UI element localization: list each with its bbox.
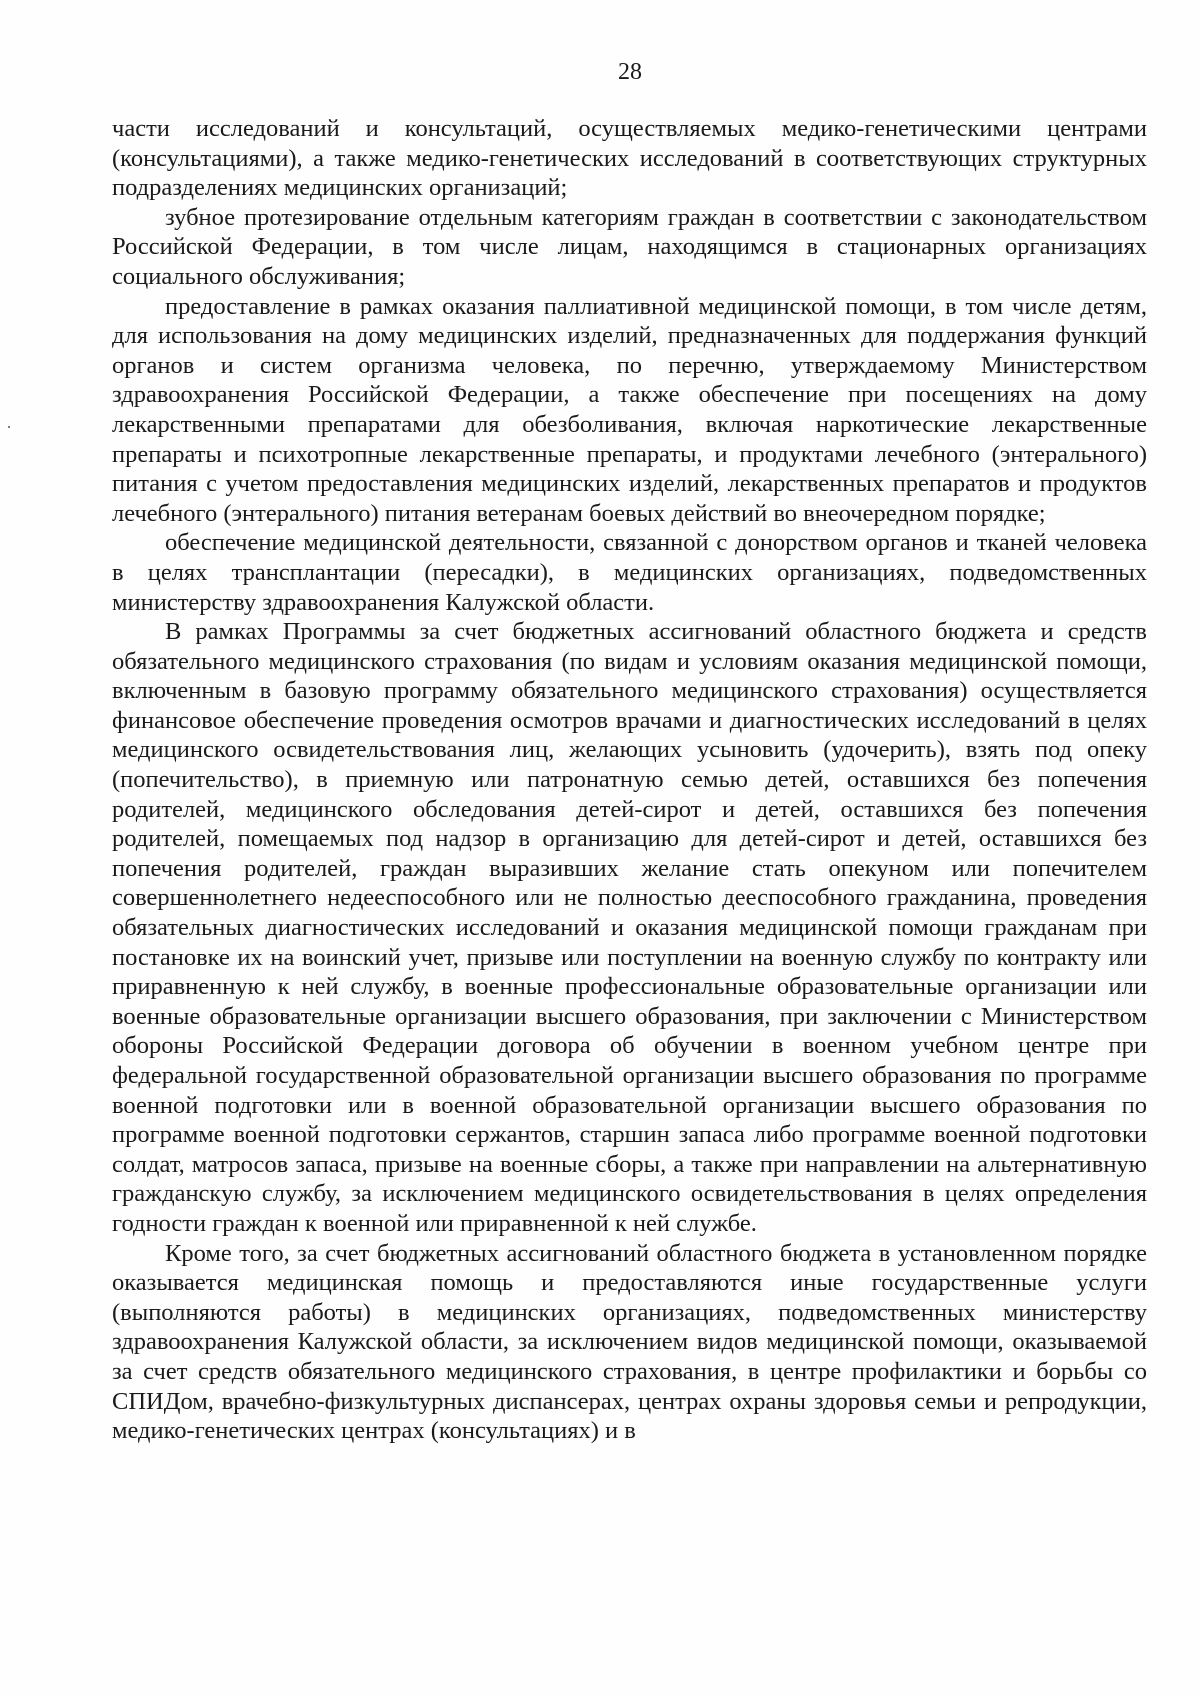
document-body <box>112 114 1147 1446</box>
paragraph-palliative-care: предоставление в рамках оказания паллиативной медицинской помощи, в том числе детям, для использования на дому медицинских изделий, предназначенных для поддержания функций органов и систем организма человека, по перечню, утверждаемому Министерством здравоохранения Российской Федерации, а также обеспечение при посещениях на дому лекарственными препаратами для обезболивания, включая наркотические лекарственные препараты и психотропные лекарственные препараты, и продуктами лечебного (энтерального) питания с учетом предоставления медицинских изделий, лекарственных препаратов и продуктов лечебного (энтерального) питания ветеранам боевых действий во внеочередном порядке; <box>112 292 1147 527</box>
paragraph-regional-budget: Кроме того, за счет бюджетных ассигнований областного бюджета в установленном порядке оказывается медицинская помощь и предоставляются иные государственные услуги (выполняются работы) в медицинских организациях, подведомственных министерству здравоохранения Калужской области, за исключением видов медицинской помощи, оказываемой за счет средств обязательного медицинского страхования, в центре профилактики и борьбы со СПИДом, врачебно-физкультурных диспансерах, центрах охраны здоровья семьи и репродукции, медико-генетических центрах (консультациях) и в <box>112 1239 1147 1445</box>
paragraph-program-financing: В рамках Программы за счет бюджетных ассигнований областного бюджета и средств обязательного медицинского страхования (по видам и условиям оказания медицинской помощи, включенным в базовую программу обязательного медицинского страхования) осуществляется финансовое обеспечение проведения осмотров врачами и диагностических исследований в целях медицинского освидетельствования лиц, желающих усыновить (удочерить), взять под опеку (попечительство), в приемную или патронатную семью детей, оставшихся без попечения родителей, медицинского обследования детей-сирот и детей, оставшихся без попечения родителей, помещаемых под надзор в организацию для детей-сирот и детей, оставшихся без попечения родителей, граждан выразивших желание стать опекуном или попечителем совершеннолетнего недееспособного или не полностью дееспособного гражданина, проведения обязательных диагностических исследований и оказания медицинской помощи гражданам при постановке их на воинский учет, призыве или поступлении на военную службу по контракту или приравненную к ней службу, в военные профессиональные образовательные организации или военные образовательные организации высшего образования, при заключении с Министерством обороны Российской Федерации договора об обучении в военном учебном центре при федеральной государственной образовательной организации высшего образования по программе военной подготовки или в военной образовательной организации высшего образования по программе военной подготовки сержантов, старшин запаса либо программе военной подготовки солдат, матросов запаса, призыве на военные сборы, а также при направлении на альтернативную гражданскую службу, за исключением медицинского освидетельствования в целях определения годности граждан к военной или приравненной к ней службе. <box>112 618 1147 1237</box>
page-number: 28 <box>618 59 642 85</box>
paragraph-continuation: части исследований и консультаций, осуществляемых медико-генетическими центрами (консультациями), а также медико-генетических исследований в соответствующих структурных подразделениях медицинских организаций; <box>112 115 1147 202</box>
paragraph-dental-prosthetics: зубное протезирование отдельным категориям граждан в соответствии с законодательством Российской Федерации, в том числе лицам, находящимся в стационарных организациях социального обслуживания; <box>112 203 1147 290</box>
paragraph-organ-donation: обеспечение медицинской деятельности, связанной с донорством органов и тканей человека в целях трансплантации (пересадки), в медицинских организациях, подведомственных министерству здравоохранения Калужской области. <box>112 529 1147 616</box>
scan-speck <box>8 426 10 428</box>
